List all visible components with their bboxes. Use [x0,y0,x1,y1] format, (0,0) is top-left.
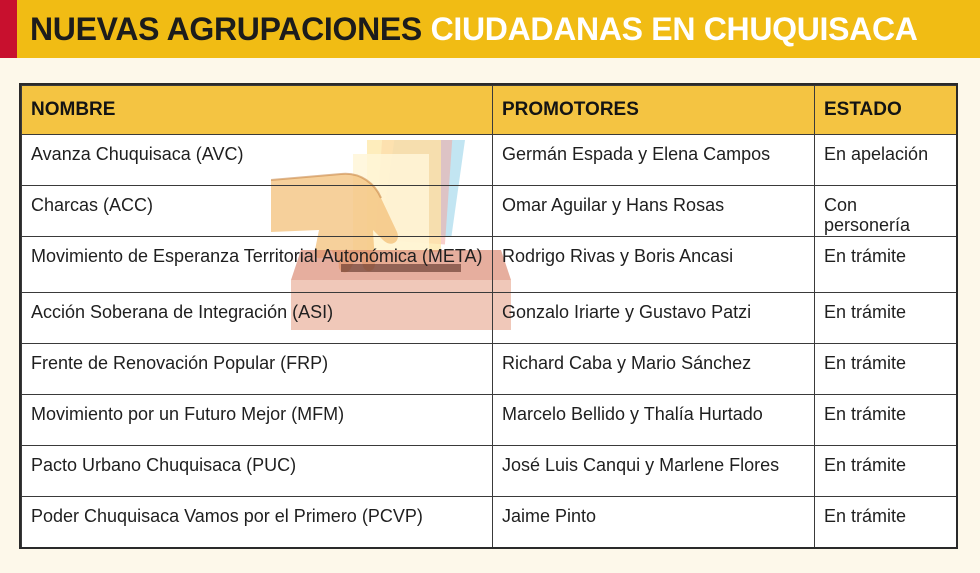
agrupaciones-table [21,85,957,548]
cell-promotores: Marcelo Bellido y Thalía Hurtado [493,395,815,446]
cell-estado: Con personería [815,186,957,237]
agrupaciones-table-container [19,83,958,549]
cell-nombre: Charcas (ACC) [22,186,493,237]
table-row [22,344,957,395]
title-banner [0,0,980,58]
cell-estado: En trámite [815,395,957,446]
cell-promotores: Richard Caba y Mario Sánchez [493,344,815,395]
cell-promotores: Germán Espada y Elena Campos [493,135,815,186]
title-part-1: NUEVAS AGRUPACIONES [30,11,422,47]
cell-estado: En trámite [815,446,957,497]
cell-estado: En trámite [815,497,957,548]
table-row [22,186,957,237]
table-row [22,395,957,446]
cell-promotores: José Luis Canqui y Marlene Flores [493,446,815,497]
table-row [22,135,957,186]
table-row [22,293,957,344]
page-title [30,0,918,58]
cell-nombre: Acción Soberana de Integración (ASI) [22,293,493,344]
column-header-estado: ESTADO [815,86,957,135]
cell-promotores: Jaime Pinto [493,497,815,548]
cell-promotores: Rodrigo Rivas y Boris Ancasi [493,237,815,293]
cell-estado: En trámite [815,293,957,344]
title-part-2: CIUDADANAS EN CHUQUISACA [430,11,918,47]
table-row [22,497,957,548]
cell-nombre: Poder Chuquisaca Vamos por el Primero (PCVP) [22,497,493,548]
table-row [22,446,957,497]
cell-promotores: Gonzalo Iriarte y Gustavo Patzi [493,293,815,344]
cell-nombre: Avanza Chuquisaca (AVC) [22,135,493,186]
cell-estado: En trámite [815,344,957,395]
cell-nombre: Pacto Urbano Chuquisaca (PUC) [22,446,493,497]
cell-estado: En trámite [815,237,957,293]
cell-nombre: Movimiento de Esperanza Territorial Autonómica (META) [22,237,493,293]
column-header-promotores: PROMOTORES [493,86,815,135]
cell-estado: En apelación [815,135,957,186]
banner-accent-stripe [0,0,17,58]
table-row [22,237,957,293]
cell-nombre: Movimiento por un Futuro Mejor (MFM) [22,395,493,446]
table-header-row [22,86,957,135]
column-header-nombre: NOMBRE [22,86,493,135]
cell-promotores: Omar Aguilar y Hans Rosas [493,186,815,237]
cell-nombre: Frente de Renovación Popular (FRP) [22,344,493,395]
